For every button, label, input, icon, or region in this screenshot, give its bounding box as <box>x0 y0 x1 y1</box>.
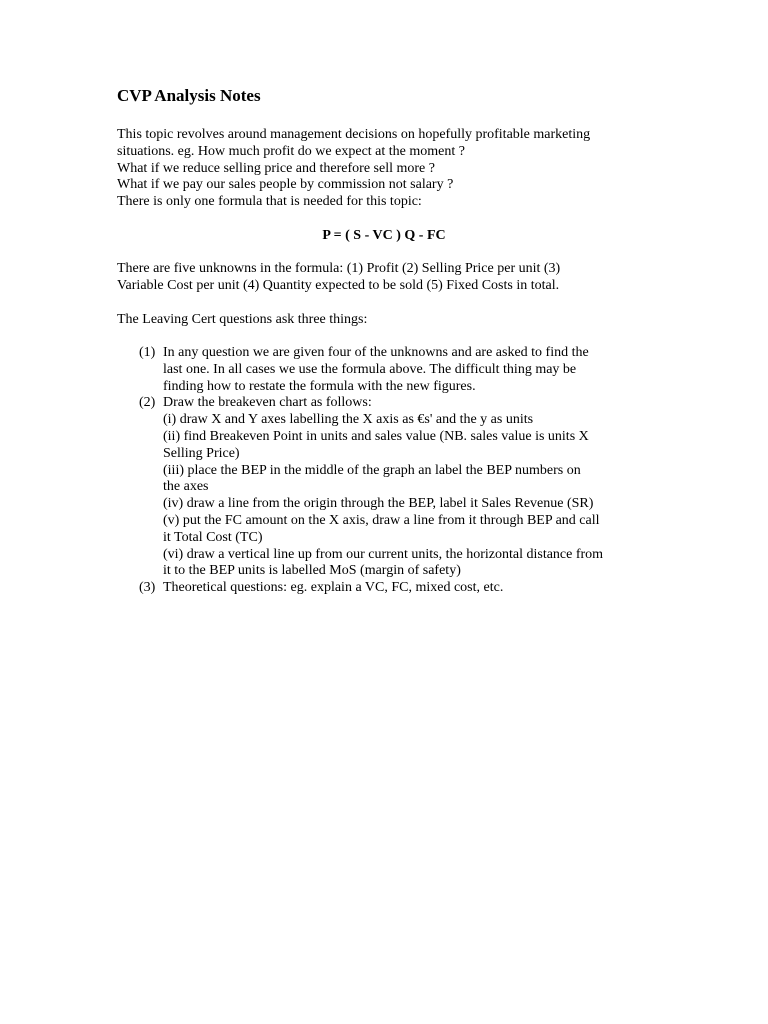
intro-line: What if we reduce selling price and therefore sell more ? <box>117 160 435 176</box>
list-item <box>139 580 679 597</box>
sub-step: (i) draw X and Y axes labelling the X axis as €s' and the y as units <box>163 412 534 428</box>
list-item <box>139 345 679 395</box>
list-number: (3) <box>139 580 156 596</box>
intro-line: There is only one formula that is needed for this topic: <box>117 194 422 210</box>
intro-line: situations. eg. How much profit do we expect at the moment ? <box>117 143 465 159</box>
sub-step: the axes <box>163 479 209 495</box>
leaving-cert-intro: The Leaving Cert questions ask three things: <box>117 312 368 327</box>
list-item <box>139 395 679 580</box>
sub-step: it Total Cost (TC) <box>163 529 263 545</box>
list-item-continuation: last one. In all cases we use the formula above. The difficult thing may be <box>163 361 577 377</box>
sub-step: it to the BEP units is labelled MoS (margin of safety) <box>163 563 461 579</box>
list-item-continuation: finding how to restate the formula with the new figures. <box>163 378 476 394</box>
intro-line: This topic revolves around management decisions on hopefully profitable marketing <box>117 127 591 142</box>
unknowns-paragraph <box>117 261 677 295</box>
unknowns-line: Variable Cost per unit (4) Quantity expected to be sold (5) Fixed Costs in total. <box>117 277 560 293</box>
unknowns-line: There are five unknowns in the formula: (1) Profit (2) Selling Price per unit (3) <box>117 261 561 276</box>
document-title: CVP Analysis Notes <box>117 86 261 105</box>
list-number: (1) <box>139 345 156 360</box>
list-item-text: Draw the breakeven chart as follows: <box>163 395 372 411</box>
sub-step: (v) put the FC amount on the X axis, draw a line from it through BEP and call <box>163 512 600 528</box>
cvp-formula: P = ( S - VC ) Q - FC <box>322 228 446 243</box>
sub-step: (ii) find Breakeven Point in units and sales value (NB. sales value is units X <box>163 428 589 444</box>
question-list <box>139 345 679 597</box>
intro-paragraph <box>117 127 677 211</box>
sub-step: (vi) draw a vertical line up from our current units, the horizontal distance from <box>163 546 604 562</box>
list-item-text: Theoretical questions: eg. explain a VC, FC, mixed cost, etc. <box>163 580 504 596</box>
intro-line: What if we pay our sales people by commission not salary ? <box>117 177 454 193</box>
list-number: (2) <box>139 395 156 411</box>
sub-step: (iv) draw a line from the origin through the BEP, label it Sales Revenue (SR) <box>163 496 594 512</box>
list-item-text: In any question we are given four of the unknowns and are asked to find the <box>163 345 589 360</box>
sub-step: Selling Price) <box>163 445 240 461</box>
sub-step: (iii) place the BEP in the middle of the graph an label the BEP numbers on <box>163 462 581 478</box>
